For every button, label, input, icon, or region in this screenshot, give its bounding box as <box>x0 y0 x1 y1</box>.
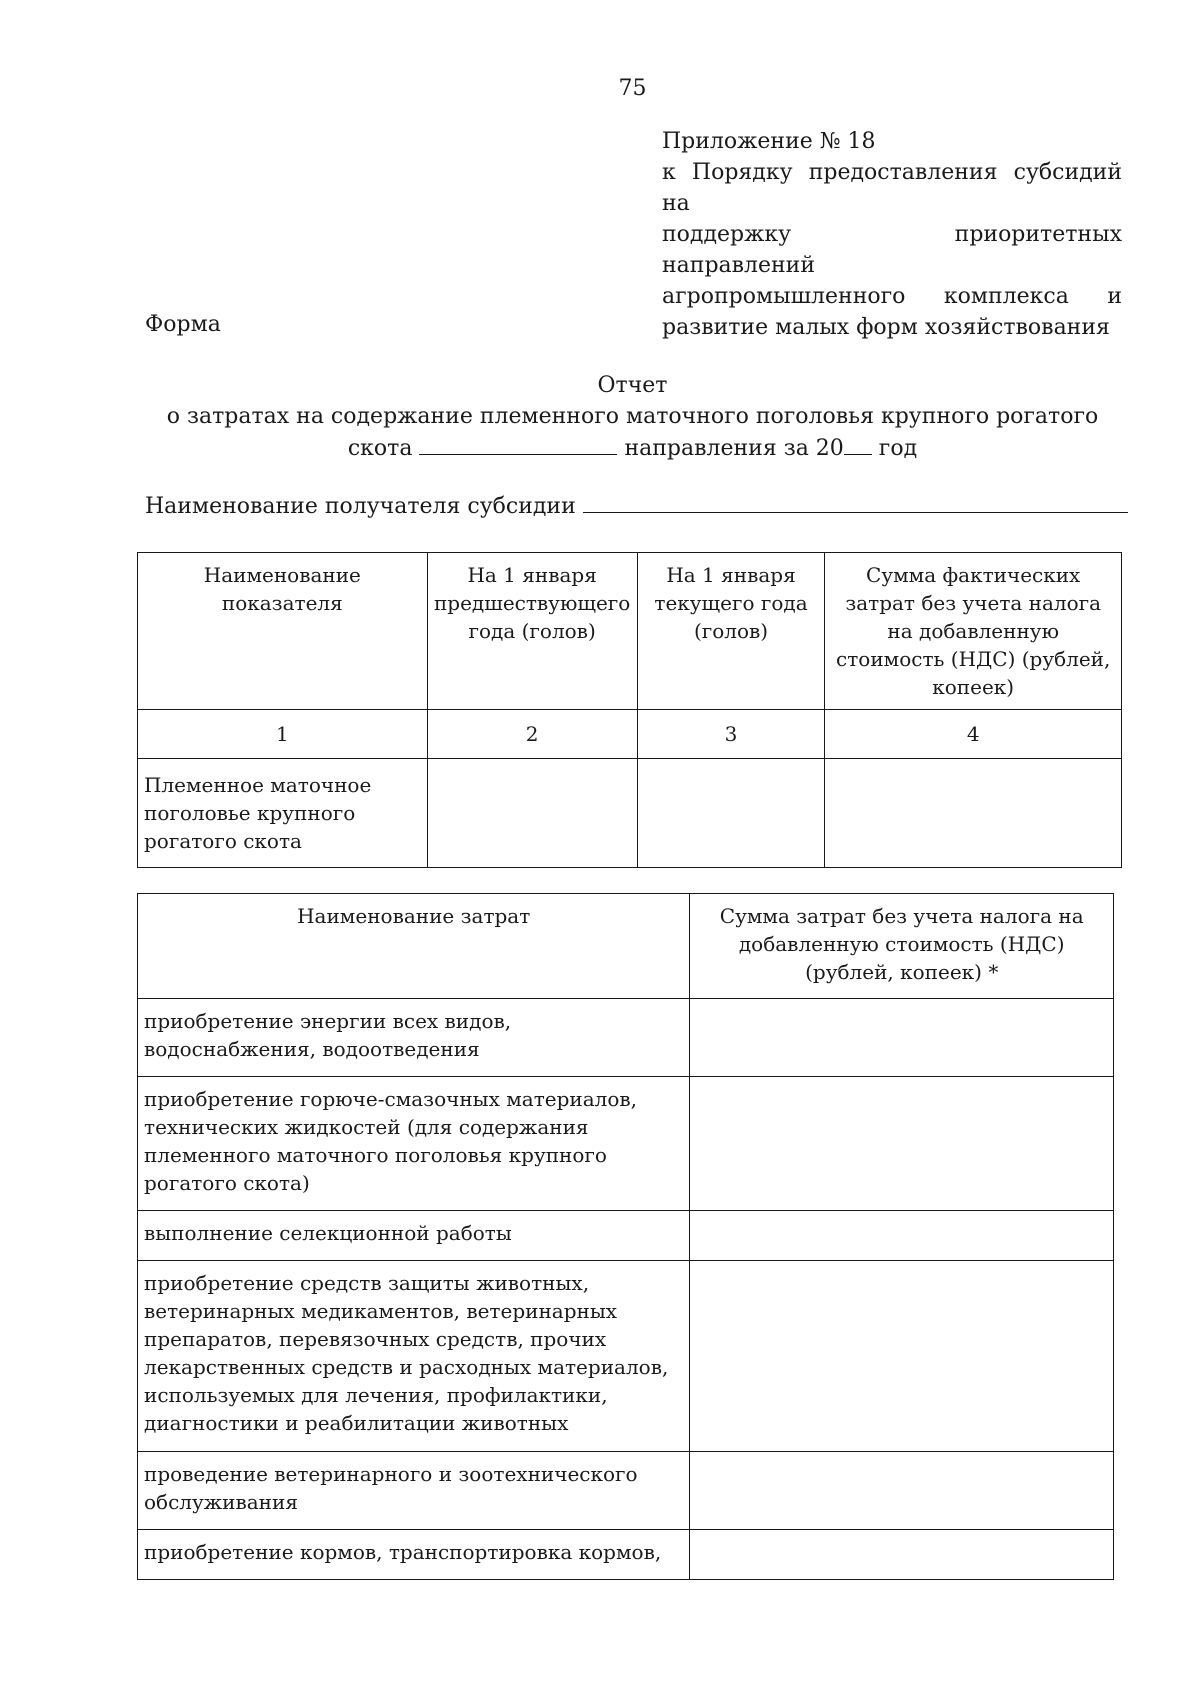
report-text: год <box>878 436 918 461</box>
header-cell: Наименование затрат <box>138 894 690 999</box>
table-row <box>138 1452 1114 1530</box>
appendix-line: к Порядку предоставления субсидий на <box>662 160 1122 216</box>
direction-blank-field[interactable] <box>419 432 617 455</box>
recipient-line <box>145 490 1128 519</box>
recipient-label: Наименование получателя субсидии <box>145 494 576 519</box>
table-row <box>138 1077 1114 1211</box>
recipient-blank-field[interactable] <box>583 490 1128 513</box>
header-cell: Сумма фактических затрат без учета налога на добавленную стоимость (НДС) (рублей, копеек) <box>825 553 1122 710</box>
table-row <box>138 759 1122 868</box>
header-cell: Сумма затрат без учета налога на добавленную стоимость (НДС) (рублей, копеек) * <box>690 894 1114 999</box>
report-subtitle: о затратах на содержание племенного маточного поголовья крупного рогатого <box>166 404 1099 429</box>
expense-label: приобретение горюче-смазочных материалов, технических жидкостей (для содержания племенного маточного поголовья крупного рогатого скота) <box>138 1077 690 1211</box>
table-header-row <box>138 553 1122 710</box>
header-cell: Наименование показателя <box>138 553 428 710</box>
report-text: направления за 20 <box>624 436 844 461</box>
report-title: Отчет <box>597 373 668 398</box>
column-number-row <box>138 710 1122 759</box>
column-number: 1 <box>138 710 428 759</box>
form-label: Форма <box>145 312 221 337</box>
column-number: 2 <box>427 710 637 759</box>
table-row <box>138 1211 1114 1261</box>
input-cell[interactable] <box>690 1452 1114 1530</box>
column-number: 3 <box>637 710 825 759</box>
table-row <box>138 999 1114 1077</box>
header-cell: На 1 января предшествующего года (голов) <box>427 553 637 710</box>
report-subtitle-line3 <box>150 432 1115 464</box>
expense-label: выполнение селекционной работы <box>138 1211 690 1261</box>
table-row <box>138 1261 1114 1452</box>
expense-label: приобретение кормов, транспортировка кормов, <box>138 1530 690 1580</box>
input-cell[interactable] <box>690 999 1114 1077</box>
appendix-header <box>662 126 1122 343</box>
report-title-block <box>150 370 1115 464</box>
expense-label: проведение ветеринарного и зоотехнического обслуживания <box>138 1452 690 1530</box>
input-cell[interactable] <box>690 1077 1114 1211</box>
input-cell[interactable] <box>690 1261 1114 1452</box>
expenses-table <box>137 893 1114 1580</box>
input-cell[interactable] <box>690 1211 1114 1261</box>
appendix-line: агропромышленного комплекса и <box>662 284 1122 309</box>
report-text: скота <box>347 436 413 461</box>
header-cell: На 1 января текущего года (голов) <box>637 553 825 710</box>
input-cell[interactable] <box>637 759 825 868</box>
row-label: Племенное маточное поголовье крупного рогатого скота <box>138 759 428 868</box>
table-row <box>138 1530 1114 1580</box>
year-blank-field[interactable] <box>844 432 872 455</box>
livestock-table <box>137 552 1122 868</box>
expense-label: приобретение энергии всех видов, водоснабжения, водоотведения <box>138 999 690 1077</box>
input-cell[interactable] <box>427 759 637 868</box>
page-number: 75 <box>618 76 647 101</box>
column-number: 4 <box>825 710 1122 759</box>
table-header-row <box>138 894 1114 999</box>
expense-label: приобретение средств защиты животных, ветеринарных медикаментов, ветеринарных препаратов, перевязочных средств, прочих лекарственных средств и расходных материалов, используемых для лечения, профилактики, диагностики и реабилитации животных <box>138 1261 690 1452</box>
appendix-title: Приложение № 18 <box>662 129 876 154</box>
appendix-line: поддержку приоритетных направлений <box>662 222 1122 278</box>
input-cell[interactable] <box>690 1530 1114 1580</box>
input-cell[interactable] <box>825 759 1122 868</box>
appendix-line: развитие малых форм хозяйствования <box>662 315 1110 340</box>
